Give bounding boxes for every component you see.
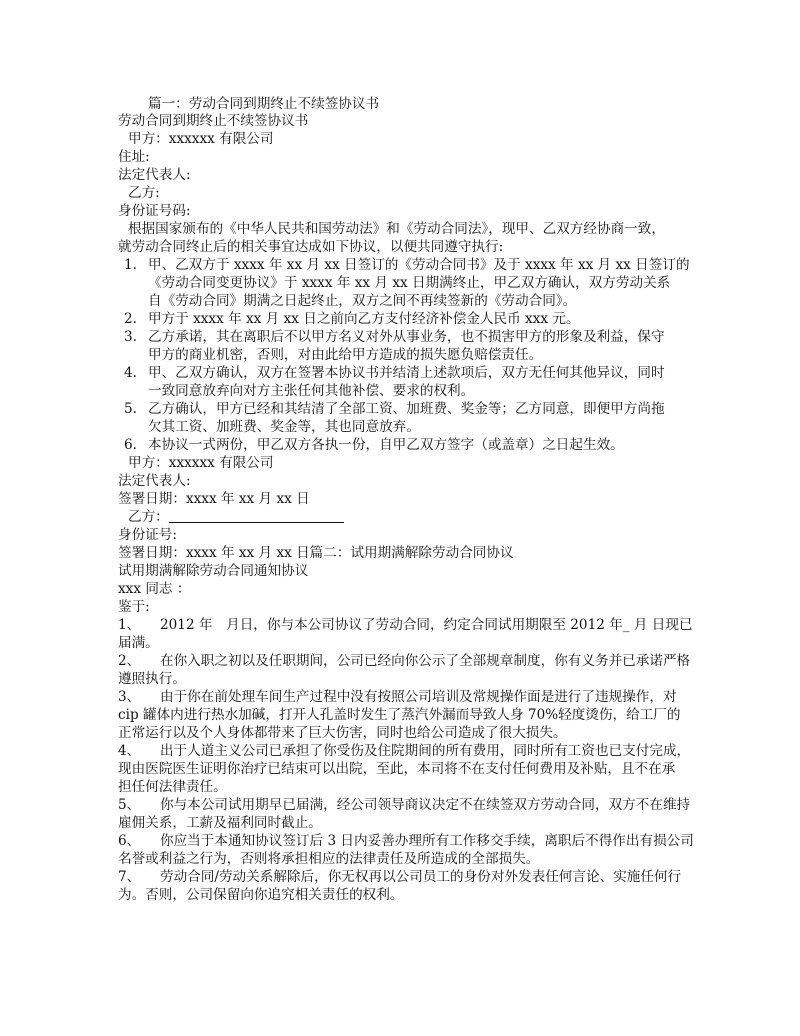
- clause-line: 2012 年 月日，你与本公司协议了劳动合同，约定合同试用期限至 2012 年_ 月 日现已: [160, 617, 693, 633]
- sign-party-a: 甲方：xxxxxx 有限公司: [128, 455, 274, 471]
- sign-party-b: [128, 509, 344, 526]
- item-number: 4.: [124, 365, 137, 381]
- doc-title: 篇一：劳动合同到期终止不续签协议书: [148, 96, 380, 112]
- clause-line: 你应当于本通知协议签订后 3 日内妥善办理所有工作移交手续，离职后不得作出有损公司: [160, 833, 694, 849]
- part2-title: 试用期满解除劳动合同通知协议: [118, 563, 309, 579]
- clause-number: 4、: [118, 743, 141, 759]
- party-b: 乙方:: [128, 185, 160, 201]
- clause-line: 担任何法律责任。: [118, 779, 227, 795]
- clause-line: 劳动合同/劳动关系解除后，你无权再以公司员工的身份对外发表任何言论、实施任何行: [160, 869, 682, 885]
- clause-line: 正常运行以及个人身体都带来了巨大伤害，同时也给公司造成了很大损失。: [118, 725, 567, 741]
- clause-line: 你与本公司试用期早已届满，经公司领导商议决定不在续签双方劳动合同，双方不在维持: [160, 797, 691, 813]
- item-line: 本协议一式两份，甲乙双方各执一份，自甲乙双方签字（或盖章）之日起生效。: [148, 437, 624, 453]
- item-number: 1.: [124, 257, 137, 273]
- item-line: 《劳动合同变更协议》于 xxxx 年 xx 月 xx 日期满终止，甲乙双方确认，双方劳动关系: [148, 275, 671, 291]
- item-number: 2.: [124, 311, 137, 327]
- item-line: 甲、乙双方于 xxxx 年 xx 月 xx 日签订的《劳动合同书》及于 xxxx 年 xx 月 xx 日签订的: [148, 257, 690, 273]
- clause-number: 7、: [118, 869, 141, 885]
- whereas-label: 鉴于:: [118, 599, 150, 615]
- legal-rep-label: 法定代表人:: [118, 167, 191, 183]
- clause-line: 为。否则，公司保留向你追究相关责任的权利。: [118, 887, 404, 903]
- clause-line: 雇佣关系，工薪及福利同时截止。: [118, 815, 322, 831]
- intro-line-1: 根据国家颁布的《中华人民共和国劳动法》和《劳动合同法》，现甲、乙双方经协商一致，: [128, 221, 665, 237]
- item-line: 自《劳动合同》期满之日起终止，双方之间不再续签新的《劳动合同》。: [148, 293, 577, 309]
- clause-number: 5、: [118, 797, 141, 813]
- item-line: 甲方于 xxxx 年 xx 月 xx 日之前向乙方支付经济补偿金人民币 xxx 元。: [148, 311, 580, 327]
- item-line: 甲、乙双方确认，双方在签署本协议书并结清上述款项后，双方无任何其他异议，同时: [148, 365, 665, 381]
- clause-line: 届满。: [118, 635, 159, 651]
- item-number: 6.: [124, 437, 137, 453]
- clause-number: 6、: [118, 833, 141, 849]
- clause-line: cip 罐体内进行热水加碱，打开人孔盖时发生了蒸汽外漏而导致人身 70%轻度烫伤，给工厂的: [118, 707, 681, 723]
- address-label: 住址:: [118, 149, 150, 165]
- clause-line: 由于你在前处理车间生产过程中没有按照公司培训及常规操作面是进行了违规操作，对: [160, 689, 677, 705]
- item-number: 3.: [124, 329, 137, 345]
- sign-date: 签署日期：xxxx 年 xx 月 xx 日: [118, 491, 310, 507]
- item-line: 乙方确认，甲方已经和其结清了全部工资、加班费、奖金等；乙方同意，即便甲方尚拖: [148, 401, 665, 417]
- clause-number: 3、: [118, 689, 141, 705]
- clause-line: 现由医院医生证明你治疗已结束可以出院，至此，本司将不在支付任何费用及补贴，且不在承: [118, 761, 676, 777]
- item-line: 一致同意放弃向对方主张任何其他补偿、要求的权利。: [148, 383, 475, 399]
- party-a: 甲方：xxxxxx 有限公司: [128, 131, 274, 147]
- clause-line: 出于人道主义公司已承担了你受伤及住院期间的所有费用，同时所有工资也已支付完成，: [160, 743, 691, 759]
- intro-line-2: 就劳动合同终止后的相关事宜达成如下协议，以便共同遵守执行:: [118, 239, 504, 255]
- clause-number: 1、: [118, 617, 141, 633]
- sign-legal-rep: 法定代表人:: [118, 473, 191, 489]
- sign-date-2: 签署日期：xxxx 年 xx 月 xx 日篇二：试用期满解除劳动合同协议: [118, 545, 514, 561]
- id-number-label: 身份证号码:: [118, 203, 191, 219]
- item-line: 甲方的商业机密，否则，对由此给甲方造成的损失愿负赔偿责任。: [148, 347, 543, 363]
- sign-party-b-label: 乙方：: [128, 509, 169, 525]
- clause-line: 遵照执行。: [118, 671, 186, 687]
- item-line: 乙方承诺，其在离职后不以甲方名义对外从事业务，也不损害甲方的形象及利益，保守: [148, 329, 665, 345]
- item-line: 欠其工资、加班费、奖金等，其也同意放弃。: [148, 419, 420, 435]
- agreement-title: 劳动合同到期终止不续签协议书: [118, 113, 309, 129]
- signature-line: [169, 522, 344, 523]
- sign-id-number: 身份证号:: [118, 527, 177, 543]
- clause-line: 名誉或利益之行为，否则将承担相应的法律责任及所造成的全部损失。: [118, 851, 540, 867]
- clause-number: 2、: [118, 653, 141, 669]
- salutation: xxx 同志 ：: [118, 581, 191, 597]
- item-number: 5.: [124, 401, 137, 417]
- clause-line: 在你入职之初以及任职期间，公司已经向你公示了全部规章制度，你有义务并已承诺严格: [160, 653, 691, 669]
